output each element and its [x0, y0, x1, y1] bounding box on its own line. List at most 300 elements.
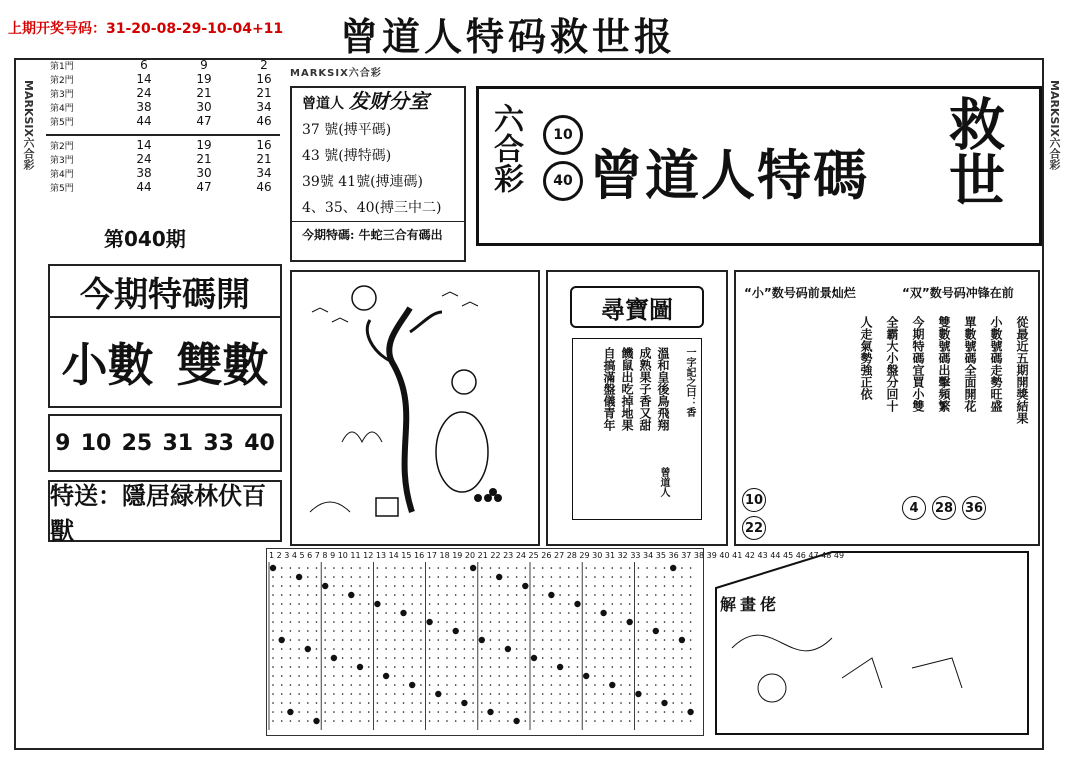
grid-dot: [481, 666, 483, 668]
grid-dot: [464, 612, 466, 614]
grid-dot: [455, 693, 457, 695]
draw-row: [46, 114, 294, 128]
grid-dot: [342, 639, 344, 641]
grid-dot: [525, 684, 527, 686]
grid-dot: [542, 702, 544, 704]
grid-dot: [472, 693, 474, 695]
grid-dot: [403, 567, 405, 569]
grid-dot: [481, 603, 483, 605]
grid-dot: [394, 720, 396, 722]
grid-dot: [525, 630, 527, 632]
grid-dot: [681, 657, 683, 659]
grid-dot: [603, 675, 605, 677]
grid-dot: [533, 711, 535, 713]
grid-dot: [438, 666, 440, 668]
grid-dot: [403, 621, 405, 623]
grid-dot: [646, 612, 648, 614]
grid-dot: [655, 720, 657, 722]
grid-dot: [681, 612, 683, 614]
grid-dot: [505, 646, 511, 652]
grid-dot: [612, 585, 614, 587]
grid-dot: [681, 720, 683, 722]
grid-dot: [568, 585, 570, 587]
grid-dot: [585, 666, 587, 668]
grid-dot: [577, 639, 579, 641]
grid-dot: [377, 567, 379, 569]
grid-dot: [533, 621, 535, 623]
grid-dot: [690, 675, 692, 677]
grid-dot: [672, 603, 674, 605]
grid-dot: [438, 702, 440, 704]
grid-dot: [525, 567, 527, 569]
grid-dot: [281, 657, 283, 659]
grid-dot: [333, 639, 335, 641]
grid-dot: [429, 585, 431, 587]
draw-number: 14: [136, 72, 152, 86]
grid-dot: [290, 603, 292, 605]
grid-dot: [385, 693, 387, 695]
grid-dot: [351, 648, 353, 650]
grid-dot: [612, 603, 614, 605]
grid-dot: [498, 684, 500, 686]
grid-dot: [568, 612, 570, 614]
grid-dot: [351, 720, 353, 722]
scroll-poem-line: 溫和皇後鳥飛翔: [656, 347, 670, 431]
grid-dot: [359, 594, 361, 596]
grid-dot: [585, 639, 587, 641]
grid-dot: [490, 594, 492, 596]
grid-dot: [394, 639, 396, 641]
grid-dot: [681, 666, 683, 668]
grid-dot: [446, 648, 448, 650]
grid-dot: [374, 601, 380, 607]
grid-dot: [551, 684, 553, 686]
grid-dot: [307, 720, 309, 722]
grid-dot: [385, 630, 387, 632]
grid-dot: [551, 720, 553, 722]
grid-dot: [333, 612, 335, 614]
grid-dot: [324, 594, 326, 596]
grid-dot: [394, 657, 396, 659]
grid-dot: [612, 639, 614, 641]
grid-dot: [377, 621, 379, 623]
grid-dot: [681, 693, 683, 695]
grid-dot: [455, 612, 457, 614]
grid-dot: [348, 592, 354, 598]
grid-dot: [585, 603, 587, 605]
grid-dot: [542, 648, 544, 650]
grid-dot: [681, 711, 683, 713]
grid-dot: [568, 666, 570, 668]
grid-dot: [551, 657, 553, 659]
grid-dot: [446, 639, 448, 641]
grid-dot: [551, 630, 553, 632]
grid-dot: [333, 684, 335, 686]
grid-dot: [629, 702, 631, 704]
grid-dot: [681, 675, 683, 677]
grid-dot: [464, 684, 466, 686]
grid-dot: [490, 666, 492, 668]
grid-dot: [516, 648, 518, 650]
grid-dot: [629, 657, 631, 659]
grid-dot: [368, 612, 370, 614]
grid-dot: [281, 603, 283, 605]
grid-dot: [411, 621, 413, 623]
grid-dot: [594, 657, 596, 659]
grid-dot: [394, 702, 396, 704]
grid-dot: [316, 576, 318, 578]
grid-dot: [629, 711, 631, 713]
grid-dot: [551, 666, 553, 668]
grid-dot: [498, 612, 500, 614]
grid-dot: [551, 585, 553, 587]
grid-dot: [638, 612, 640, 614]
grid-dot: [664, 693, 666, 695]
grid-dot: [490, 567, 492, 569]
grid-dot: [290, 684, 292, 686]
grid-dot: [490, 657, 492, 659]
grid-dot: [307, 567, 309, 569]
grid-dot: [672, 711, 674, 713]
grid-dot: [672, 693, 674, 695]
grid-dot: [446, 675, 448, 677]
grid-dot: [681, 621, 683, 623]
grid-dot: [298, 594, 300, 596]
grid-dot: [507, 603, 509, 605]
grid-dot: [655, 639, 657, 641]
grid-dot: [420, 684, 422, 686]
grid-dot: [464, 585, 466, 587]
grid-dot: [446, 576, 448, 578]
grid-dot: [420, 657, 422, 659]
draw-number: 21: [196, 86, 212, 100]
draw-row-label: 第3門: [50, 155, 74, 166]
grid-dot: [438, 657, 440, 659]
grid-dot: [612, 720, 614, 722]
grid-dot: [455, 567, 457, 569]
grid-dot: [385, 621, 387, 623]
grid-dot: [446, 720, 448, 722]
grid-dot: [403, 693, 405, 695]
grid-dot: [333, 630, 335, 632]
grid-dot: [290, 675, 292, 677]
grid-dot: [368, 675, 370, 677]
grid-dot: [638, 603, 640, 605]
grid-dot: [324, 630, 326, 632]
last-draw-numbers: 上期开奖号码：31-20-08-29-10-04+11: [8, 21, 284, 37]
grid-dot: [690, 567, 692, 569]
grid-dot: [620, 567, 622, 569]
grid-dot: [377, 666, 379, 668]
logo-banner: [476, 86, 1042, 246]
grid-dot: [316, 585, 318, 587]
grid-dot: [490, 612, 492, 614]
grid-dot: [664, 585, 666, 587]
right-side-strip: MARKSIX六合彩: [1048, 80, 1061, 170]
grid-dot: [464, 630, 466, 632]
grid-dot: [429, 648, 431, 650]
grid-dot: [568, 675, 570, 677]
grid-dot: [298, 684, 300, 686]
grid-dot: [672, 666, 674, 668]
big-labels: [48, 316, 282, 408]
grid-dot: [316, 693, 318, 695]
grid-dot: [594, 576, 596, 578]
grid-dot: [272, 648, 274, 650]
grid-dot: [577, 585, 579, 587]
grid-dot: [272, 711, 274, 713]
grid-dot: [342, 702, 344, 704]
grid-dot: [472, 630, 474, 632]
grid-dot: [272, 666, 274, 668]
grid-dot: [655, 666, 657, 668]
grid-dot: [342, 585, 344, 587]
grid-dot: [472, 648, 474, 650]
grid-dot: [446, 666, 448, 668]
grid-dot: [548, 592, 554, 598]
grid-dot: [403, 684, 405, 686]
grid-dot: [324, 702, 326, 704]
grid-dot: [516, 702, 518, 704]
grid-dot: [620, 702, 622, 704]
grid-dot: [585, 585, 587, 587]
grid-dot: [472, 639, 474, 641]
tip-line: 39號 41號(搏連碼): [302, 174, 424, 190]
grid-dot: [672, 576, 674, 578]
grid-dot: [629, 675, 631, 677]
cartoon-panel: [712, 548, 1032, 738]
grid-dot: [290, 630, 292, 632]
grid-dot: [620, 639, 622, 641]
grid-dot: [438, 612, 440, 614]
grid-dot: [533, 684, 535, 686]
grid-dot: [638, 630, 640, 632]
grid-dot: [481, 585, 483, 587]
grid-dot: [316, 603, 318, 605]
grid-dot: [490, 585, 492, 587]
grid-dot: [681, 684, 683, 686]
grid-dot: [313, 718, 319, 724]
grid-dot: [368, 657, 370, 659]
grid-dot: [305, 646, 311, 652]
grid-dot: [368, 648, 370, 650]
grid-dot: [672, 720, 674, 722]
grid-dot: [551, 567, 553, 569]
grid-dot: [368, 693, 370, 695]
grid-dot: [307, 594, 309, 596]
grid-dot: [351, 621, 353, 623]
grid-dot: [307, 639, 309, 641]
special-number: 25: [121, 430, 153, 456]
grid-dot: [568, 630, 570, 632]
grid-dot: [585, 621, 587, 623]
grid-dot: [298, 603, 300, 605]
grid-dot: [620, 630, 622, 632]
grid-dot: [603, 567, 605, 569]
draw-number: 34: [256, 100, 272, 114]
grid-dot: [368, 594, 370, 596]
grid-dot: [490, 702, 492, 704]
grid-dot: [507, 612, 509, 614]
grid-dot: [472, 702, 474, 704]
grid-dot: [603, 648, 605, 650]
special-title: 今期特碼開: [48, 264, 282, 318]
grid-dot: [455, 648, 457, 650]
grid-dot: [620, 684, 622, 686]
draw-row: [46, 152, 294, 166]
analysis-column: 小數號碼走勢旺盛: [989, 316, 1003, 412]
grid-dot: [438, 675, 440, 677]
grid-dot: [664, 657, 666, 659]
grid-dot: [446, 612, 448, 614]
grid-dot: [664, 675, 666, 677]
grid-dot: [472, 603, 474, 605]
grid-dot: [342, 720, 344, 722]
grid-dot: [403, 576, 405, 578]
grid-dot: [585, 702, 587, 704]
grid-dot: [351, 711, 353, 713]
grid-dot: [577, 684, 579, 686]
draws-divider: [46, 134, 280, 136]
grid-dot: [279, 637, 285, 643]
drawing-panel: [290, 270, 540, 546]
grid-dot: [533, 585, 535, 587]
grid-dot: [446, 621, 448, 623]
grid-dot: [403, 603, 405, 605]
grid-dot: [298, 612, 300, 614]
grid-dot: [342, 675, 344, 677]
draw-number: 9: [200, 58, 208, 72]
grid-dot: [672, 612, 674, 614]
special-number: 33: [203, 430, 234, 456]
grid-dot: [568, 648, 570, 650]
grid-dot: [333, 666, 335, 668]
grid-dot: [655, 684, 657, 686]
grid-dot: [533, 576, 535, 578]
grid-dot: [638, 657, 640, 659]
grid-dot: [655, 648, 657, 650]
grid-dot: [446, 603, 448, 605]
grid-dot: [496, 574, 502, 580]
grid-dot: [583, 673, 589, 679]
grid-dot: [435, 691, 441, 697]
grid-dot: [481, 675, 483, 677]
grid-dot: [333, 702, 335, 704]
grid-dot: [281, 666, 283, 668]
grid-dot: [472, 684, 474, 686]
grid-dot: [316, 630, 318, 632]
grid-dot: [507, 567, 509, 569]
grid-dot: [481, 612, 483, 614]
grid-dot: [525, 621, 527, 623]
grid-dot: [368, 603, 370, 605]
grid-dot: [446, 567, 448, 569]
grid-dot: [516, 594, 518, 596]
grid-dot: [568, 711, 570, 713]
grid-dot: [681, 594, 683, 596]
grid-dot: [620, 603, 622, 605]
grid-dot: [420, 603, 422, 605]
grid-dot: [333, 648, 335, 650]
grid-dot: [446, 693, 448, 695]
grid-dot: [307, 621, 309, 623]
grid-dot: [359, 648, 361, 650]
grid-dot: [664, 621, 666, 623]
grid-dot: [498, 666, 500, 668]
grid-dot: [525, 711, 527, 713]
grid-dot: [603, 639, 605, 641]
grid-dot: [629, 603, 631, 605]
grid-dot: [687, 709, 693, 715]
grid-dot: [655, 603, 657, 605]
grid-dot: [281, 612, 283, 614]
draw-number: 46: [256, 180, 272, 194]
grid-dot: [525, 693, 527, 695]
grid-dot: [351, 666, 353, 668]
grid-dot: [394, 630, 396, 632]
grid-dot: [620, 585, 622, 587]
grid-dot: [516, 603, 518, 605]
grid-dot: [316, 621, 318, 623]
grid-dot: [333, 567, 335, 569]
grid-dot: [394, 603, 396, 605]
grid-dot: [620, 576, 622, 578]
grid-dot: [351, 585, 353, 587]
grid-dot: [368, 621, 370, 623]
grid-dot: [455, 720, 457, 722]
grid-dot: [646, 567, 648, 569]
grid-dot: [298, 648, 300, 650]
grid-dot: [481, 630, 483, 632]
grid-dot: [646, 648, 648, 650]
grid-dot: [525, 666, 527, 668]
grid-dot: [655, 621, 657, 623]
grid-dot: [672, 630, 674, 632]
grid-dot: [551, 639, 553, 641]
grid-dot: [290, 666, 292, 668]
grid-dot: [646, 711, 648, 713]
grid-dot: [316, 594, 318, 596]
grid-dot: [316, 675, 318, 677]
grid-dot: [429, 693, 431, 695]
grid-dot: [368, 630, 370, 632]
grid-dot: [438, 711, 440, 713]
grid-dot: [542, 630, 544, 632]
left-side-strip: MARKSIX六合彩: [22, 80, 35, 170]
grid-dot: [498, 675, 500, 677]
grid-dot: [507, 666, 509, 668]
grid-dot: [281, 684, 283, 686]
draw-row: [46, 166, 294, 180]
grid-dot: [507, 594, 509, 596]
grid-dot: [603, 621, 605, 623]
logo-title: 曾道人特碼: [589, 143, 869, 207]
grid-dot: [324, 612, 326, 614]
grid-dot: [368, 666, 370, 668]
grid-dot: [638, 675, 640, 677]
grid-dot: [281, 720, 283, 722]
grid-dot: [603, 576, 605, 578]
cartoon-title: 解畫佬: [720, 595, 781, 614]
grid-dot: [498, 693, 500, 695]
grid-dot: [585, 684, 587, 686]
grid-dot: [655, 594, 657, 596]
grid-dot: [438, 648, 440, 650]
grid-dot: [464, 711, 466, 713]
grid-dot: [307, 666, 309, 668]
grid-dot: [646, 585, 648, 587]
grid-dot: [498, 639, 500, 641]
